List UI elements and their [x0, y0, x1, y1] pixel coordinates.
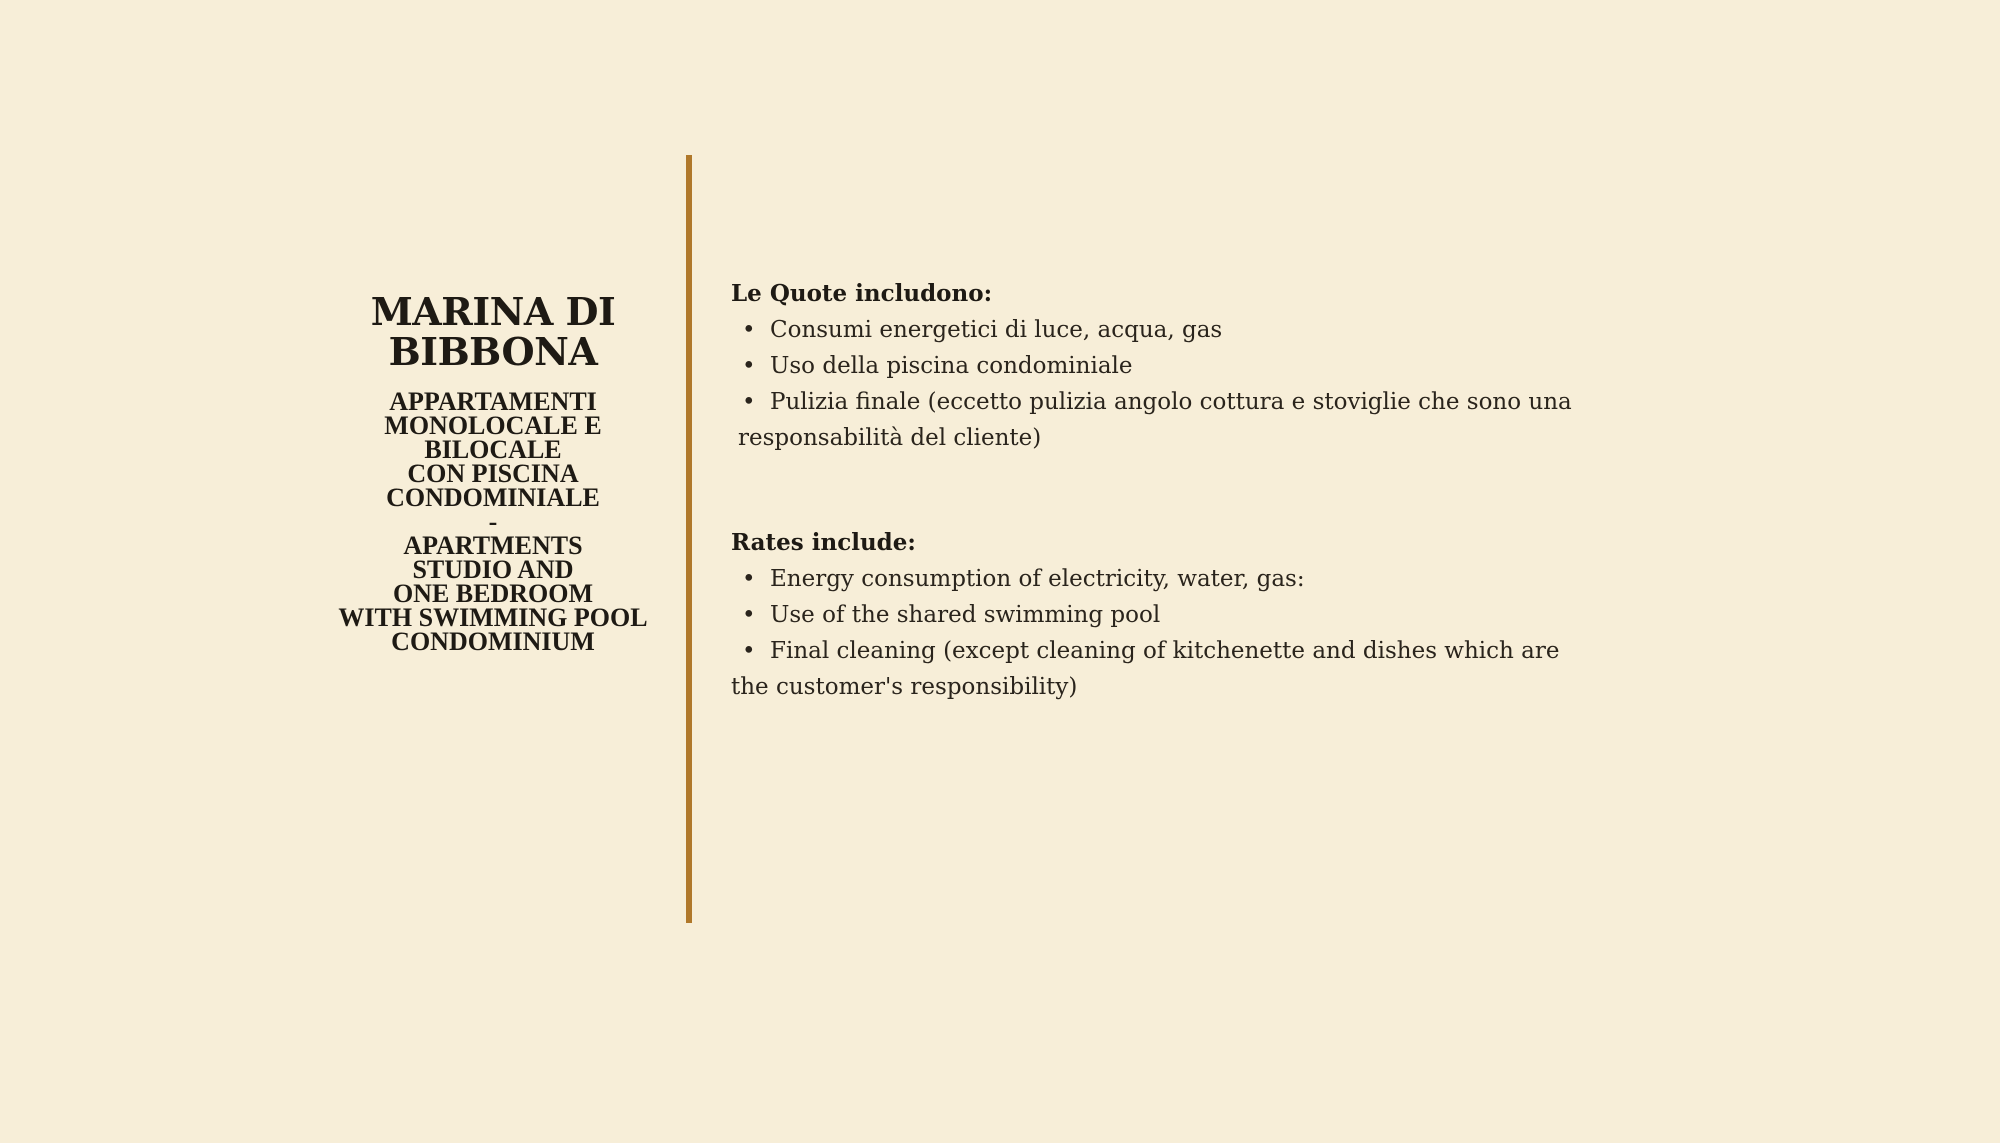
title-line-2: BIBBONA — [388, 329, 598, 374]
subtitle-line: WITH SWIMMING POOL — [338, 603, 648, 632]
subtitle-line: APPARTAMENTI — [389, 387, 597, 416]
subtitle-separator: - — [488, 507, 498, 536]
list-item-continuation: the customer's responsibility) — [731, 674, 1078, 700]
subtitle-line: STUDIO AND — [412, 555, 574, 584]
bullet-icon: • — [742, 317, 756, 343]
title-block — [310, 289, 676, 656]
list-item-text: Consumi energetici di luce, acqua, gas — [770, 317, 1223, 343]
title-line-1: MARINA DI — [370, 289, 616, 334]
list-item — [731, 597, 1611, 633]
list-item-text: Use of the shared swimming pool — [770, 602, 1161, 628]
subtitle-line: ONE BEDROOM — [392, 579, 594, 608]
english-rates-block — [731, 525, 1611, 705]
list-item — [731, 633, 1611, 669]
page-title — [310, 289, 676, 374]
vertical-divider — [686, 155, 692, 923]
italian-heading: Le Quote includono: — [731, 280, 993, 307]
list-item-text: Energy consumption of electricity, water, gas: — [770, 566, 1305, 592]
list-item — [731, 561, 1611, 597]
list-item — [731, 348, 1611, 384]
subtitle-line: MONOLOCALE E — [384, 411, 602, 440]
subtitle-line: APARTMENTS — [403, 531, 583, 560]
subtitle-line: CON PISCINA — [407, 459, 579, 488]
italian-rates-block — [731, 276, 1611, 456]
bullet-icon: • — [742, 566, 756, 592]
list-item-text: Uso della piscina condominiale — [770, 353, 1133, 379]
list-item-text: Final cleaning (except cleaning of kitchenette and dishes which are — [770, 638, 1560, 664]
list-item-text: Pulizia finale (eccetto pulizia angolo cottura e stoviglie che sono una — [770, 389, 1572, 415]
bullet-icon: • — [742, 602, 756, 628]
subtitle-line: CONDOMINIUM — [391, 627, 595, 656]
bullet-icon: • — [742, 389, 756, 415]
bullet-icon: • — [742, 638, 756, 664]
list-item — [731, 384, 1611, 420]
bullet-icon: • — [742, 353, 756, 379]
subtitle-line: CONDOMINIALE — [386, 483, 600, 512]
list-item-continuation: responsabilità del cliente) — [738, 425, 1042, 451]
subtitle — [310, 387, 676, 656]
english-heading: Rates include: — [731, 529, 916, 556]
subtitle-line: BILOCALE — [424, 435, 562, 464]
list-item — [731, 312, 1611, 348]
